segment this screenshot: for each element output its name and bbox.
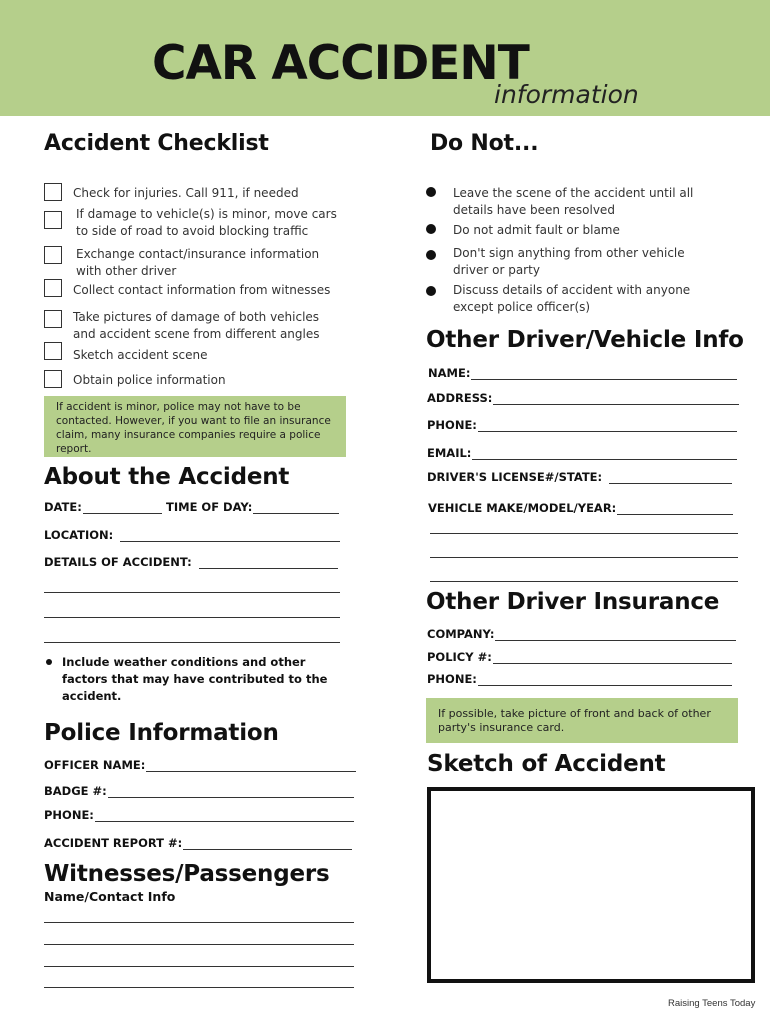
police-heading: Police Information xyxy=(44,720,279,746)
sketch-heading: Sketch of Accident xyxy=(427,751,666,777)
police-phone-label: PHONE: xyxy=(44,808,94,822)
date-label: DATE: xyxy=(44,500,82,514)
do-not-item-4: Discuss details of accident with anyone except police officer(s) xyxy=(453,283,691,314)
do-not-heading: Do Not... xyxy=(430,131,539,156)
other-driver-email-field[interactable] xyxy=(427,446,737,460)
do-not-item-2: Do not admit fault or blame xyxy=(453,223,620,237)
checklist-item-2: If damage to vehicle(s) is minor, move cars to side of road to avoid blocking traffic xyxy=(76,207,337,238)
checklist-checkbox-1[interactable] xyxy=(44,183,62,201)
do-not-bullet-3 xyxy=(426,250,436,260)
vehicle-extra-line-1[interactable] xyxy=(430,533,738,534)
other-driver-email-label: EMAIL: xyxy=(427,446,472,460)
location-label: LOCATION: xyxy=(44,528,114,542)
checklist-item-4: Collect contact information from witnesses xyxy=(73,283,331,297)
other-driver-license-label: DRIVER'S LICENSE#/STATE: xyxy=(427,470,603,484)
checklist-item-3: Exchange contact/insurance information with other driver xyxy=(76,247,320,278)
other-driver-vehicle-label: VEHICLE MAKE/MODEL/YEAR: xyxy=(428,501,617,515)
insurance-note: If possible, take picture of front and back of other party's insurance card. xyxy=(426,698,738,743)
insurance-policy-label: POLICY #: xyxy=(427,650,492,664)
other-driver-phone-label: PHONE: xyxy=(427,418,477,432)
accident-report-field[interactable] xyxy=(44,836,352,850)
insurance-phone-field[interactable] xyxy=(427,672,732,686)
other-driver-heading: Other Driver/Vehicle Info xyxy=(426,327,744,353)
vehicle-extra-line-3[interactable] xyxy=(430,581,738,582)
witness-line-1[interactable] xyxy=(44,922,354,923)
details-label: DETAILS OF ACCIDENT: xyxy=(44,555,192,569)
details-extra-line-2[interactable] xyxy=(44,617,340,618)
do-not-bullet-4 xyxy=(426,286,436,296)
witness-line-2[interactable] xyxy=(44,944,354,945)
location-field[interactable] xyxy=(44,528,340,542)
insurance-phone-label: PHONE: xyxy=(427,672,477,686)
insurance-heading: Other Driver Insurance xyxy=(426,589,720,615)
other-driver-license-field[interactable] xyxy=(427,470,732,484)
badge-field[interactable] xyxy=(44,784,354,798)
badge-label: BADGE #: xyxy=(44,784,107,798)
other-driver-phone-field[interactable] xyxy=(427,418,737,432)
details-extra-line-1[interactable] xyxy=(44,592,340,593)
time-of-day-label: TIME OF DAY: xyxy=(166,500,253,514)
other-driver-vehicle-field[interactable] xyxy=(428,501,733,515)
about-heading: About the Accident xyxy=(44,464,290,490)
police-phone-field[interactable] xyxy=(44,808,354,822)
checklist-note: If accident is minor, police may not have to be contacted. However, if you want to file an insurance claim, many insurance companies require a police report. xyxy=(44,396,346,457)
checklist-checkbox-4[interactable] xyxy=(44,279,62,297)
sketch-area[interactable] xyxy=(427,787,755,983)
other-driver-address-label: ADDRESS: xyxy=(427,391,493,405)
insurance-policy-field[interactable] xyxy=(427,650,732,664)
do-not-bullet-2 xyxy=(426,224,436,234)
witness-line-3[interactable] xyxy=(44,966,354,967)
footer-credit: Raising Teens Today xyxy=(668,998,756,1009)
vehicle-extra-line-2[interactable] xyxy=(430,557,738,558)
time-of-day-field[interactable] xyxy=(166,500,339,514)
page-title: CAR ACCIDENT xyxy=(152,36,529,91)
witnesses-heading: Witnesses/Passengers xyxy=(44,861,330,887)
details-extra-line-3[interactable] xyxy=(44,642,340,643)
details-field[interactable] xyxy=(44,555,338,569)
checklist-item-1: Check for injuries. Call 911, if needed xyxy=(73,186,299,200)
witness-line-4[interactable] xyxy=(44,987,354,988)
checklist-item-5: Take pictures of damage of both vehicles and accident scene from different angles xyxy=(73,310,320,341)
insurance-company-label: COMPANY: xyxy=(427,627,495,641)
insurance-company-field[interactable] xyxy=(427,627,736,641)
checklist-checkbox-2[interactable] xyxy=(44,211,62,229)
page-subtitle: information xyxy=(494,80,639,109)
checklist-checkbox-3[interactable] xyxy=(44,246,62,264)
do-not-bullet-1 xyxy=(426,187,436,197)
do-not-item-3: Don't sign anything from other vehicle driver or party xyxy=(453,246,685,277)
officer-name-label: OFFICER NAME: xyxy=(44,758,146,772)
checklist-checkbox-5[interactable] xyxy=(44,310,62,328)
checklist-heading: Accident Checklist xyxy=(44,131,269,156)
checklist-checkbox-6[interactable] xyxy=(44,342,62,360)
about-tip-bullet xyxy=(46,659,52,665)
other-driver-name-label: NAME: xyxy=(428,366,471,380)
checklist-item-6: Sketch accident scene xyxy=(73,348,208,362)
other-driver-name-field[interactable] xyxy=(428,366,737,380)
date-field[interactable] xyxy=(44,500,162,514)
do-not-item-1: Leave the scene of the accident until all details have been resolved xyxy=(453,186,694,217)
accident-report-label: ACCIDENT REPORT #: xyxy=(44,836,183,850)
officer-name-field[interactable] xyxy=(44,758,356,772)
checklist-item-7: Obtain police information xyxy=(73,373,226,387)
about-tip: Include weather conditions and other factors that may have contributed to the accident. xyxy=(62,655,328,703)
other-driver-address-field[interactable] xyxy=(427,391,739,405)
checklist-checkbox-7[interactable] xyxy=(44,370,62,388)
witnesses-subheading: Name/Contact Info xyxy=(44,889,176,904)
